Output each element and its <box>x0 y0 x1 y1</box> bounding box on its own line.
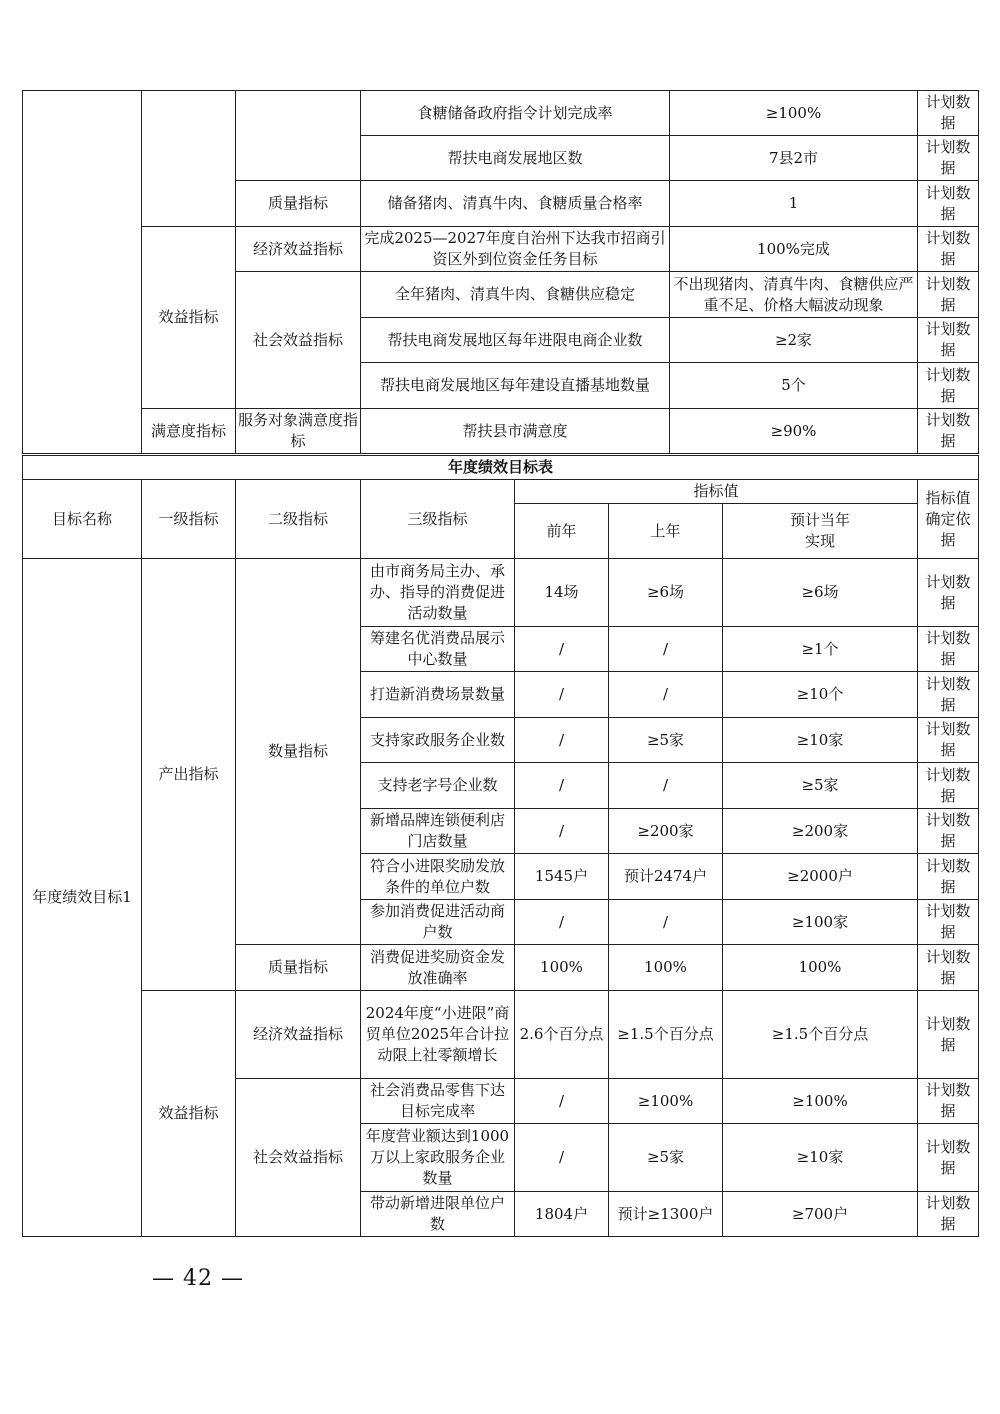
table-row <box>23 991 979 1079</box>
level3-cell: 年度营业额达到1000万以上家政服务企业数量 <box>361 1124 515 1192</box>
level3-cell: 参加消费促进活动商户数 <box>361 900 515 945</box>
header-prev-year: 前年 <box>515 504 609 559</box>
expected-cell: ≥200家 <box>723 809 918 854</box>
level1-cell: 满意度指标 <box>142 409 236 454</box>
expected-cell: ≥10个 <box>723 672 918 718</box>
last-year-cell: 100% <box>609 945 723 991</box>
level1-cell: 效益指标 <box>142 991 236 1237</box>
level3-cell: 帮扶电商发展地区每年进限电商企业数 <box>361 318 670 363</box>
prev-year-cell: / <box>515 1079 609 1124</box>
basis-cell: 计划数据 <box>918 227 979 272</box>
basis-cell: 计划数据 <box>918 181 979 227</box>
expected-cell: ≥1.5个百分点 <box>723 991 918 1079</box>
header-level2: 二级指标 <box>236 480 361 559</box>
level3-cell: 消费促进奖励资金发放准确率 <box>361 945 515 991</box>
level1-cell: 效益指标 <box>142 227 236 409</box>
prev-year-cell: / <box>515 718 609 763</box>
annual-performance-table <box>22 455 979 1237</box>
basis-cell: 计划数据 <box>918 763 979 809</box>
header-expected: 预计当年实现 <box>723 504 918 559</box>
last-year-cell: ≥200家 <box>609 809 723 854</box>
basis-cell: 计划数据 <box>918 272 979 318</box>
basis-cell: 计划数据 <box>918 718 979 763</box>
level3-cell: 社会消费品零售下达目标完成率 <box>361 1079 515 1124</box>
level3-cell: 全年猪肉、清真牛肉、食糖供应稳定 <box>361 272 670 318</box>
goal-name-cell <box>23 91 142 454</box>
basis-cell: 计划数据 <box>918 809 979 854</box>
level1-cell: 产出指标 <box>142 559 236 991</box>
level2-cell: 服务对象满意度指标 <box>236 409 361 454</box>
basis-cell: 计划数据 <box>918 854 979 900</box>
basis-cell: 计划数据 <box>918 136 979 181</box>
level3-cell: 帮扶电商发展地区每年建设直播基地数量 <box>361 363 670 409</box>
level2-cell <box>236 91 361 181</box>
prev-year-cell: 1545户 <box>515 854 609 900</box>
last-year-cell: ≥100% <box>609 1079 723 1124</box>
last-year-cell: 预计2474户 <box>609 854 723 900</box>
expected-cell: ≥100家 <box>723 900 918 945</box>
expected-cell: ≥10家 <box>723 1124 918 1192</box>
table-row <box>23 91 979 136</box>
table-row <box>23 409 979 454</box>
last-year-cell: / <box>609 627 723 672</box>
value-cell: 100%完成 <box>670 227 918 272</box>
value-cell: 7县2市 <box>670 136 918 181</box>
basis-cell: 计划数据 <box>918 1124 979 1192</box>
basis-cell: 计划数据 <box>918 363 979 409</box>
basis-cell: 计划数据 <box>918 409 979 454</box>
goal-name-cell: 年度绩效目标1 <box>23 559 142 1237</box>
value-cell: 5个 <box>670 363 918 409</box>
expected-cell: ≥6场 <box>723 559 918 627</box>
level3-cell: 筹建名优消费品展示中心数量 <box>361 627 515 672</box>
level3-cell: 帮扶县市满意度 <box>361 409 670 454</box>
level3-cell: 符合小进限奖励发放条件的单位户数 <box>361 854 515 900</box>
level3-cell: 带动新增进限单位户数 <box>361 1192 515 1237</box>
expected-cell: ≥700户 <box>723 1192 918 1237</box>
expected-cell: ≥100% <box>723 1079 918 1124</box>
basis-cell: 计划数据 <box>918 91 979 136</box>
last-year-cell: ≥5家 <box>609 718 723 763</box>
table-row <box>23 559 979 627</box>
expected-cell: ≥10家 <box>723 718 918 763</box>
level3-cell: 帮扶电商发展地区数 <box>361 136 670 181</box>
header-level3: 三级指标 <box>361 480 515 559</box>
level2-cell: 经济效益指标 <box>236 227 361 272</box>
header-goal-name: 目标名称 <box>23 480 142 559</box>
level3-cell: 食糖储备政府指令计划完成率 <box>361 91 670 136</box>
value-cell: ≥100% <box>670 91 918 136</box>
prev-year-cell: / <box>515 672 609 718</box>
level3-cell: 新增品牌连锁便利店门店数量 <box>361 809 515 854</box>
prev-year-cell: / <box>515 627 609 672</box>
section-title-row <box>23 456 979 480</box>
last-year-cell: ≥6场 <box>609 559 723 627</box>
basis-cell: 计划数据 <box>918 559 979 627</box>
basis-cell: 计划数据 <box>918 672 979 718</box>
prev-year-cell: 2.6个百分点 <box>515 991 609 1079</box>
level3-cell: 支持老字号企业数 <box>361 763 515 809</box>
prev-year-cell: 1804户 <box>515 1192 609 1237</box>
basis-cell: 计划数据 <box>918 991 979 1079</box>
basis-cell: 计划数据 <box>918 627 979 672</box>
level3-cell: 2024年度“小进限”商贸单位2025年合计拉动限上社零额增长 <box>361 991 515 1079</box>
top-table <box>22 90 979 454</box>
prev-year-cell: / <box>515 1124 609 1192</box>
header-indicator-value: 指标值 <box>515 480 918 504</box>
last-year-cell: ≥1.5个百分点 <box>609 991 723 1079</box>
value-cell: ≥2家 <box>670 318 918 363</box>
prev-year-cell: / <box>515 763 609 809</box>
header-basis: 指标值确定依据 <box>918 480 979 559</box>
expected-cell: ≥2000户 <box>723 854 918 900</box>
basis-cell: 计划数据 <box>918 318 979 363</box>
expected-cell: 100% <box>723 945 918 991</box>
prev-year-cell: / <box>515 900 609 945</box>
level3-cell: 由市商务局主办、承办、指导的消费促进活动数量 <box>361 559 515 627</box>
basis-cell: 计划数据 <box>918 1192 979 1237</box>
level3-cell: 支持家政服务企业数 <box>361 718 515 763</box>
level2-cell: 社会效益指标 <box>236 272 361 409</box>
expected-cell: ≥1个 <box>723 627 918 672</box>
value-cell: 1 <box>670 181 918 227</box>
section-title: 年度绩效目标表 <box>23 456 979 480</box>
value-cell: ≥90% <box>670 409 918 454</box>
header-last-year: 上年 <box>609 504 723 559</box>
prev-year-cell: 14场 <box>515 559 609 627</box>
level2-cell: 质量指标 <box>236 181 361 227</box>
value-cell: 不出现猪肉、清真牛肉、食糖供应严重不足、价格大幅波动现象 <box>670 272 918 318</box>
level1-cell <box>142 91 236 227</box>
level2-cell: 社会效益指标 <box>236 1079 361 1237</box>
last-year-cell: ≥5家 <box>609 1124 723 1192</box>
last-year-cell: / <box>609 672 723 718</box>
last-year-cell: 预计≥1300户 <box>609 1192 723 1237</box>
basis-cell: 计划数据 <box>918 945 979 991</box>
page-number: — 42 — <box>152 1266 244 1291</box>
level3-cell: 打造新消费场景数量 <box>361 672 515 718</box>
expected-cell: ≥5家 <box>723 763 918 809</box>
level2-cell: 质量指标 <box>236 945 361 991</box>
header-row <box>23 480 979 504</box>
level2-cell: 经济效益指标 <box>236 991 361 1079</box>
basis-cell: 计划数据 <box>918 900 979 945</box>
table-row <box>23 227 979 272</box>
level3-cell: 储备猪肉、清真牛肉、食糖质量合格率 <box>361 181 670 227</box>
prev-year-cell: / <box>515 809 609 854</box>
header-level1: 一级指标 <box>142 480 236 559</box>
last-year-cell: / <box>609 900 723 945</box>
last-year-cell: / <box>609 763 723 809</box>
level2-cell: 数量指标 <box>236 559 361 945</box>
level3-cell: 完成2025—2027年度自治州下达我市招商引资区外到位资金任务目标 <box>361 227 670 272</box>
basis-cell: 计划数据 <box>918 1079 979 1124</box>
prev-year-cell: 100% <box>515 945 609 991</box>
